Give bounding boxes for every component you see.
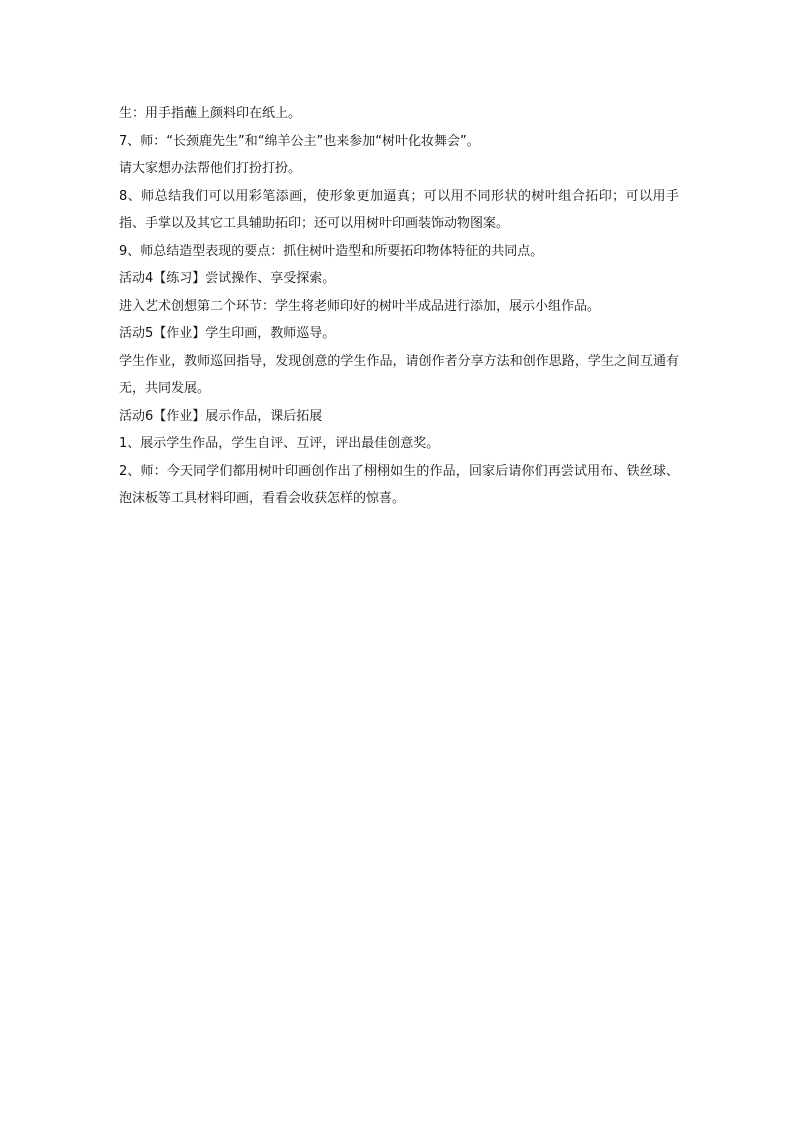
paragraph-step-8: 8、师总结我们可以用彩笔添画，使形象更加逼真；可以用不同形状的树叶组合拓印；可以用手指、手掌以及其它工具辅助拓印；还可以用树叶印画装饰动物图案。	[119, 188, 679, 231]
paragraph-activity-6: 活动6【作业】展示作品，课后拓展	[119, 408, 323, 424]
paragraph-step-7: 7、师：“长颈鹿先生”和“绵羊公主”也来参加“树叶化妆舞会”。	[119, 133, 480, 149]
paragraph-item-2: 2、师：今天同学们都用树叶印画创作出了栩栩如生的作品，回家后请你们再尝试用布、铁丝球、泡沫板等工具材料印画，看看会收获怎样的惊喜。	[119, 463, 679, 506]
paragraph-student-work: 学生作业，教师巡回指导，发现创意的学生作品，请创作者分享方法和创作思路，学生之间互通有无，共同发展。	[119, 353, 679, 396]
paragraph-student-finger-print: 生：用手指蘸上颜料印在纸上。	[119, 106, 302, 121]
paragraph-activity-4: 活动4【练习】尝试操作、享受探索。	[119, 271, 336, 286]
document-body	[119, 100, 679, 513]
paragraph-item-1: 1、展示学生作品，学生自评、互评，评出最佳创意奖。	[119, 436, 440, 451]
paragraph-dress-up: 请大家想办法帮他们打扮打扮。	[119, 161, 302, 176]
paragraph-activity-5: 活动5【作业】学生印画，教师巡导。	[119, 326, 336, 341]
paragraph-step-9: 9、师总结造型表现的要点：抓住树叶造型和所要拓印物体特征的共同点。	[119, 243, 544, 259]
paragraph-art-stage-2: 进入艺术创想第二个环节：学生将老师印好的树叶半成品进行添加，展示小组作品。	[119, 298, 601, 314]
